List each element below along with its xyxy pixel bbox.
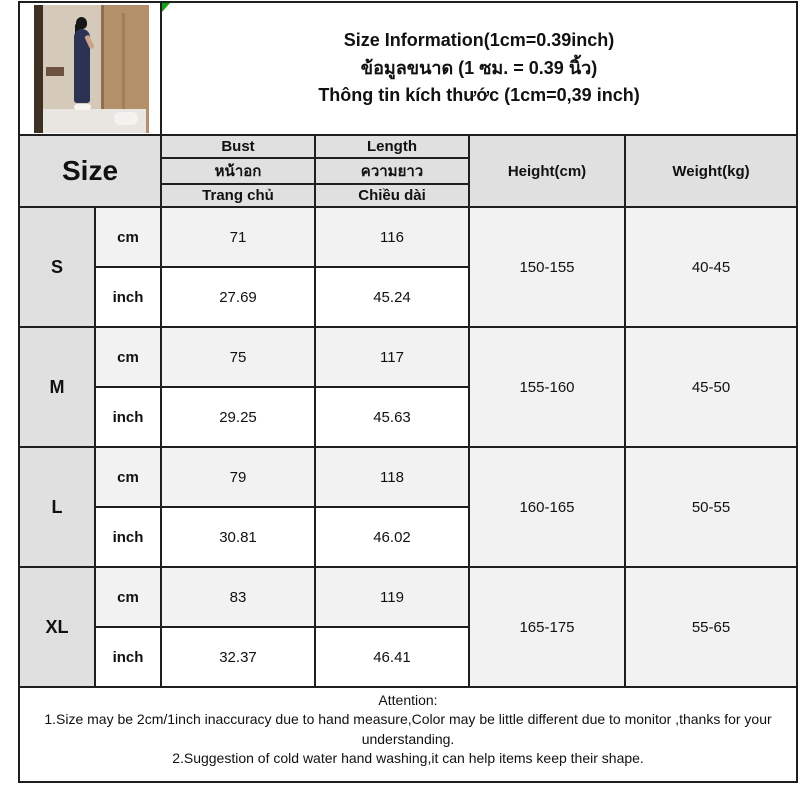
bust-inch-xl: 32.37 bbox=[161, 627, 315, 687]
unit-inch: inch bbox=[95, 627, 161, 687]
header-weight: Weight(kg) bbox=[625, 135, 797, 207]
unit-inch: inch bbox=[95, 267, 161, 327]
header-height: Height(cm) bbox=[469, 135, 625, 207]
title-line-vietnamese: Thông tin kích thước (1cm=0,39 inch) bbox=[318, 85, 640, 106]
product-photo bbox=[34, 5, 146, 133]
attention-note bbox=[19, 687, 797, 782]
length-inch-s: 45.24 bbox=[315, 267, 469, 327]
weight-range-l: 50-55 bbox=[625, 447, 797, 567]
height-range-l: 160-165 bbox=[469, 447, 625, 567]
weight-range-xl: 55-65 bbox=[625, 567, 797, 687]
bust-cm-s: 71 bbox=[161, 207, 315, 267]
size-information-sheet bbox=[0, 1, 800, 801]
weight-range-m: 45-50 bbox=[625, 327, 797, 447]
header-length-en: Length bbox=[315, 135, 469, 158]
attention-title: Attention: bbox=[378, 692, 438, 708]
photo-person-slippers bbox=[74, 104, 91, 110]
length-inch-l: 46.02 bbox=[315, 507, 469, 567]
unit-cm: cm bbox=[95, 327, 161, 387]
header-length-vi: Chiều dài bbox=[315, 184, 469, 207]
product-photo-cell bbox=[19, 2, 161, 135]
bust-cm-xl: 83 bbox=[161, 567, 315, 627]
attention-line-1: 1.Size may be 2cm/1inch inaccuracy due to hand measure,Color may be little different due to monitor ,thanks for your understanding. bbox=[44, 711, 772, 747]
photo-bench bbox=[46, 67, 64, 76]
attention-line-2: 2.Suggestion of cold water hand washing,it can help items keep their shape. bbox=[172, 749, 644, 766]
length-cm-s: 116 bbox=[315, 207, 469, 267]
size-label-l: L bbox=[19, 447, 95, 567]
green-corner-marker bbox=[162, 3, 170, 12]
weight-range-s: 40-45 bbox=[625, 207, 797, 327]
height-range-xl: 165-175 bbox=[469, 567, 625, 687]
bust-inch-m: 29.25 bbox=[161, 387, 315, 447]
length-cm-m: 117 bbox=[315, 327, 469, 387]
bust-inch-l: 30.81 bbox=[161, 507, 315, 567]
length-inch-xl: 46.41 bbox=[315, 627, 469, 687]
header-length-th: ความยาว bbox=[315, 158, 469, 184]
height-range-s: 150-155 bbox=[469, 207, 625, 327]
bust-inch-s: 27.69 bbox=[161, 267, 315, 327]
length-cm-l: 118 bbox=[315, 447, 469, 507]
size-label-m: M bbox=[19, 327, 95, 447]
table-row bbox=[19, 207, 797, 267]
length-inch-m: 45.63 bbox=[315, 387, 469, 447]
unit-cm: cm bbox=[95, 567, 161, 627]
title-line-thai: ข้อมูลขนาด (1 ซม. = 0.39 นิ้ว) bbox=[360, 57, 598, 78]
unit-inch: inch bbox=[95, 387, 161, 447]
header-bust-vi: Trang chủ bbox=[161, 184, 315, 207]
table-row bbox=[19, 447, 797, 507]
size-label-xl: XL bbox=[19, 567, 95, 687]
photo-towel bbox=[114, 112, 138, 125]
unit-cm: cm bbox=[95, 207, 161, 267]
bust-cm-l: 79 bbox=[161, 447, 315, 507]
header-size: Size bbox=[19, 135, 161, 207]
title-cell bbox=[161, 2, 797, 135]
size-table bbox=[18, 1, 798, 783]
header-bust-th: หน้าอก bbox=[161, 158, 315, 184]
bust-cm-m: 75 bbox=[161, 327, 315, 387]
height-range-m: 155-160 bbox=[469, 327, 625, 447]
photo-wall-strip bbox=[34, 5, 43, 133]
unit-cm: cm bbox=[95, 447, 161, 507]
length-cm-xl: 119 bbox=[315, 567, 469, 627]
header-bust-en: Bust bbox=[161, 135, 315, 158]
title-line-english: Size Information(1cm=0.39inch) bbox=[343, 29, 615, 50]
unit-inch: inch bbox=[95, 507, 161, 567]
table-row bbox=[19, 327, 797, 387]
table-row bbox=[19, 567, 797, 627]
size-label-s: S bbox=[19, 207, 95, 327]
photo-person-head bbox=[76, 17, 87, 29]
